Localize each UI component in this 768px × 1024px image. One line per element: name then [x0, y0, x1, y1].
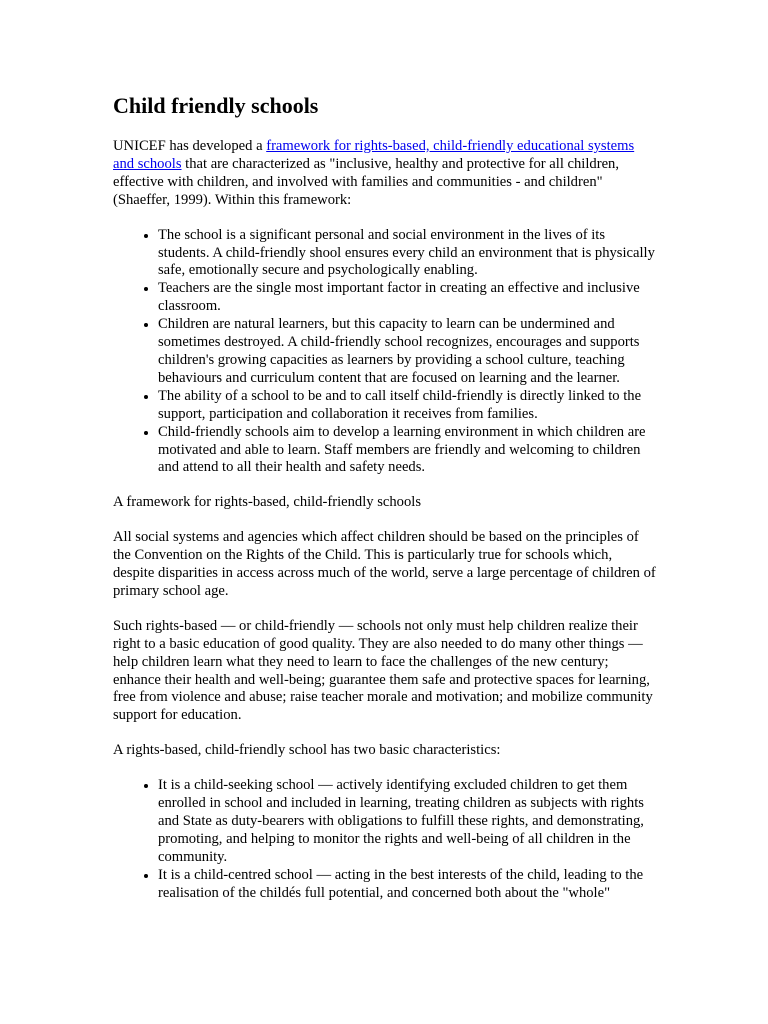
intro-text-after: that are characterized as "inclusive, healthy and protective for all children, effective with children, and involved with families and communities - and children" (Shaeffer, 1999). Within this framework: — [113, 155, 620, 208]
list-item: • The ability of a school to be and to call itself child-friendly is directly linked to the support, participation and collaboration it receives from families. — [158, 388, 657, 424]
list-item: • Child-friendly schools aim to develop a learning environment in which children are motivated and able to learn. Staff members are friendly and welcoming to children and attend to all their health and safety needs. — [158, 424, 657, 478]
list-item: • The school is a significant personal and social environment in the lives of its students. A child-friendly shool ensures every child an environment that is physically safe, emotionally secure and psychologically enabling. — [158, 227, 657, 281]
list-item: • It is a child-centred school — acting in the best interests of the child, leading to the realisation of the childés full potential, and concerned both about the "whole" — [158, 867, 657, 903]
list-item: • It is a child-seeking school — actively identifying excluded children to get them enrolled in school and included in learning, treating children as subjects with rights and State as duty-bearers with obligations to fulfill these rights, and demonstrating, promoting, and helping to monitor the rights and well-being of all children in the community. — [158, 777, 657, 867]
page-title: Child friendly schools — [113, 93, 319, 118]
list-item: • Teachers are the single most important factor in creating an effective and inclusive classroom. — [158, 280, 657, 316]
framework-points-list — [113, 227, 657, 478]
framework-link[interactable]: framework for rights-based, child-friendly educational systems and schools — [113, 138, 635, 172]
body-paragraph-2: Such rights-based — or child-friendly — schools not only must help children realize their right to a basic education of good quality. They are also needed to do many other things — help children learn what they need to learn to face the challenges of the new century; enhance their health and well-being; guarantee them safe and protective spaces for learning, free from violence and abuse; raise teacher morale and motivation; and mobilize community support for education. — [113, 617, 653, 724]
body-paragraph-1: All social systems and agencies which affect children should be based on the principles of the Convention on the Rights of the Child. This is particularly true for schools which, despite disparities in access across much of the world, serve a large percentage of children of primary school age. — [113, 529, 656, 599]
intro-text-before: UNICEF has developed a — [113, 138, 267, 154]
characteristics-list — [113, 777, 657, 902]
section-heading: A framework for rights-based, child-friendly schools — [113, 494, 422, 511]
document-page — [113, 92, 657, 920]
characteristics-intro: A rights-based, child-friendly school has two basic characteristics: — [113, 742, 501, 759]
intro-paragraph — [113, 138, 657, 210]
list-item: • Children are natural learners, but this capacity to learn can be undermined and sometimes destroyed. A child-friendly school recognizes, encourages and supports children's growing capacities as learners by providing a school culture, teaching behaviours and curriculum content that are focused on learning and the learner. — [158, 316, 657, 388]
